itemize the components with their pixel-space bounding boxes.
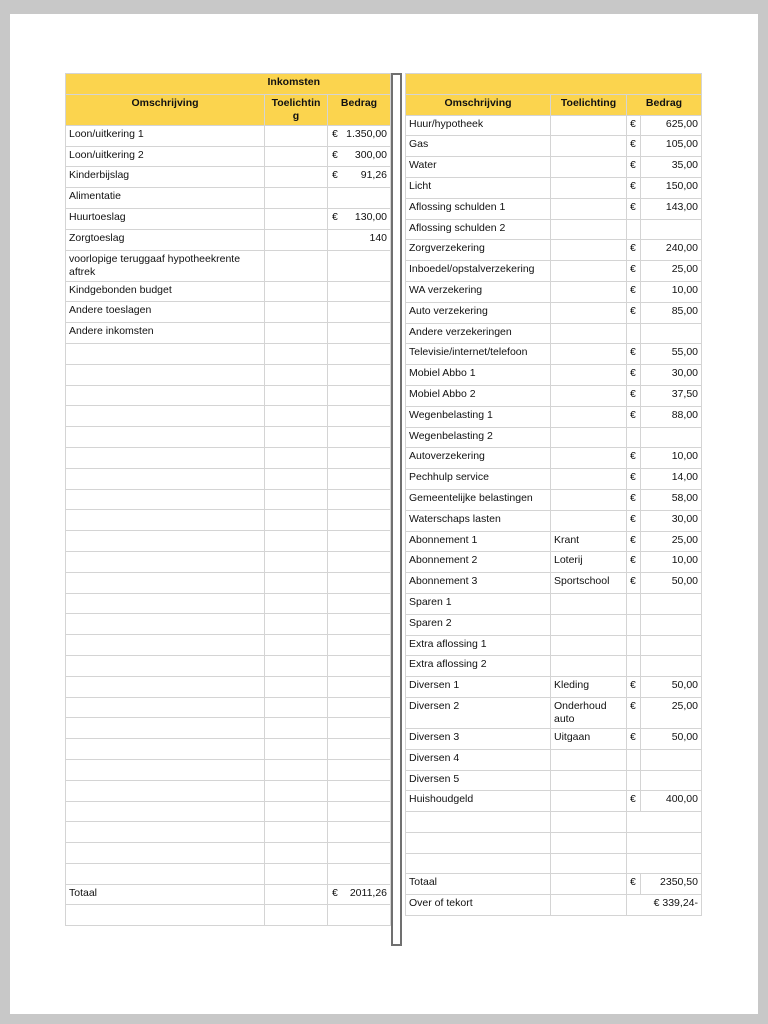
income-toelichting-cell[interactable] (265, 146, 328, 167)
expense-toelichting-cell[interactable] (551, 791, 627, 812)
euro-sign[interactable]: € (627, 791, 641, 812)
expense-bedrag-cell[interactable] (641, 614, 702, 635)
expense-toelichting-cell[interactable] (551, 427, 627, 448)
expense-bedrag-cell[interactable]: 150,00 (641, 177, 702, 198)
empty-cell[interactable] (265, 676, 328, 697)
euro-sign[interactable] (627, 593, 641, 614)
expense-omschrijving-cell[interactable]: Televisie/internet/telefoon (406, 344, 551, 365)
empty-cell[interactable] (406, 832, 551, 853)
empty-cell[interactable] (265, 718, 328, 739)
expense-bedrag-cell[interactable]: 88,00 (641, 406, 702, 427)
expense-omschrijving-cell[interactable]: Wegenbelasting 1 (406, 406, 551, 427)
empty-cell[interactable] (328, 385, 391, 406)
expense-toelichting-cell[interactable] (551, 593, 627, 614)
empty-cell[interactable] (265, 697, 328, 718)
expense-omschrijving-cell[interactable]: Zorgverzekering (406, 240, 551, 261)
empty-cell[interactable] (328, 801, 391, 822)
empty-cell[interactable] (66, 697, 265, 718)
empty-cell[interactable] (627, 853, 702, 874)
income-bedrag-cell[interactable] (328, 125, 391, 146)
empty-cell[interactable] (66, 905, 265, 926)
empty-cell[interactable] (265, 468, 328, 489)
expense-bedrag-cell[interactable]: 30,00 (641, 510, 702, 531)
euro-sign[interactable]: € (627, 510, 641, 531)
income-toelichting-cell[interactable] (265, 167, 328, 188)
expense-toelichting-cell[interactable] (551, 240, 627, 261)
expense-omschrijving-cell[interactable]: Aflossing schulden 1 (406, 198, 551, 219)
expense-toelichting-cell[interactable] (551, 656, 627, 677)
expense-omschrijving-cell[interactable]: Water (406, 157, 551, 178)
empty-cell[interactable] (265, 551, 328, 572)
expense-toelichting-cell[interactable] (551, 344, 627, 365)
empty-cell[interactable] (66, 447, 265, 468)
empty-cell[interactable] (328, 572, 391, 593)
income-omschrijving-cell[interactable]: Loon/uitkering 1 (66, 125, 265, 146)
empty-cell[interactable] (328, 697, 391, 718)
empty-cell[interactable] (551, 874, 627, 895)
euro-sign[interactable] (627, 635, 641, 656)
income-total-label[interactable]: Totaal (66, 884, 265, 905)
empty-cell[interactable] (328, 489, 391, 510)
expense-omschrijving-cell[interactable]: Diversen 2 (406, 697, 551, 728)
expense-bedrag-cell[interactable]: 85,00 (641, 302, 702, 323)
expense-omschrijving-cell[interactable]: Huur/hypotheek (406, 115, 551, 136)
euro-sign[interactable] (627, 749, 641, 770)
income-bedrag-value: 91,26 (360, 169, 388, 182)
expense-omschrijving-cell[interactable]: Andere verzekeringen (406, 323, 551, 344)
expense-toelichting-cell[interactable]: Sportschool (551, 573, 627, 594)
expense-omschrijving-cell[interactable]: Autoverzekering (406, 448, 551, 469)
empty-cell[interactable] (265, 427, 328, 448)
expense-bedrag-cell[interactable] (641, 427, 702, 448)
empty-cell[interactable] (66, 510, 265, 531)
empty-cell[interactable] (66, 718, 265, 739)
empty-cell[interactable] (265, 801, 328, 822)
expense-bedrag-cell[interactable] (641, 593, 702, 614)
expense-toelichting-cell[interactable] (551, 635, 627, 656)
income-title-cell[interactable] (66, 74, 265, 95)
empty-cell[interactable] (406, 812, 551, 833)
expense-omschrijving-cell[interactable]: Abonnement 1 (406, 531, 551, 552)
income-header-bedrag[interactable]: Bedrag (328, 94, 391, 125)
empty-cell[interactable] (265, 884, 328, 905)
euro-sign[interactable]: € (627, 281, 641, 302)
empty-cell[interactable] (328, 676, 391, 697)
empty-cell[interactable] (66, 655, 265, 676)
euro-sign[interactable]: € (627, 115, 641, 136)
empty-cell[interactable] (265, 510, 328, 531)
expense-toelichting-cell[interactable]: Onderhoud auto (551, 697, 627, 728)
expense-omschrijving-cell[interactable]: Diversen 5 (406, 770, 551, 791)
income-toelichting-cell[interactable] (265, 208, 328, 229)
empty-cell[interactable] (328, 822, 391, 843)
income-omschrijving-cell[interactable]: Alimentatie (66, 188, 265, 209)
expense-toelichting-cell[interactable]: Krant (551, 531, 627, 552)
empty-cell[interactable] (328, 531, 391, 552)
income-toelichting-cell[interactable] (265, 302, 328, 323)
expense-omschrijving-cell[interactable]: Huishoudgeld (406, 791, 551, 812)
empty-cell[interactable] (265, 780, 328, 801)
euro-sign[interactable]: € (627, 240, 641, 261)
empty-cell[interactable] (328, 905, 391, 926)
expense-omschrijving-cell[interactable]: Diversen 3 (406, 728, 551, 749)
empty-cell[interactable] (265, 406, 328, 427)
balance-label[interactable]: Over of tekort (406, 895, 551, 916)
income-omschrijving-cell[interactable]: Huurtoeslag (66, 208, 265, 229)
expense-omschrijving-cell[interactable]: Licht (406, 177, 551, 198)
empty-cell[interactable] (66, 406, 265, 427)
expense-toelichting-cell[interactable] (551, 323, 627, 344)
expense-omschrijving-cell[interactable]: Extra aflossing 1 (406, 635, 551, 656)
empty-cell[interactable] (328, 780, 391, 801)
empty-cell[interactable] (328, 510, 391, 531)
empty-cell[interactable] (328, 551, 391, 572)
empty-cell[interactable] (551, 812, 627, 833)
expense-bedrag-cell[interactable]: 10,00 (641, 552, 702, 573)
euro-sign[interactable]: € (627, 677, 641, 698)
expense-omschrijving-cell[interactable]: Gemeentelijke belastingen (406, 489, 551, 510)
income-bedrag-cell[interactable] (328, 188, 391, 209)
empty-cell[interactable] (66, 676, 265, 697)
euro-sign: € (332, 148, 338, 161)
expense-omschrijving-cell[interactable]: Diversen 1 (406, 677, 551, 698)
empty-cell[interactable] (66, 427, 265, 448)
empty-cell[interactable] (328, 468, 391, 489)
income-omschrijving-cell[interactable]: Loon/uitkering 2 (66, 146, 265, 167)
empty-cell[interactable] (265, 655, 328, 676)
expense-omschrijving-cell[interactable]: Mobiel Abbo 2 (406, 385, 551, 406)
euro-sign[interactable]: € (627, 531, 641, 552)
empty-cell[interactable] (627, 832, 702, 853)
empty-cell[interactable] (265, 489, 328, 510)
expense-omschrijving-cell[interactable]: Auto verzekering (406, 302, 551, 323)
empty-cell[interactable] (328, 614, 391, 635)
expense-bedrag-cell[interactable]: 50,00 (641, 728, 702, 749)
income-bedrag-cell[interactable] (328, 250, 391, 281)
empty-cell[interactable] (265, 843, 328, 864)
empty-cell[interactable] (66, 801, 265, 822)
euro-sign[interactable] (627, 614, 641, 635)
empty-cell[interactable] (328, 635, 391, 656)
expense-omschrijving-cell[interactable]: Pechhulp service (406, 469, 551, 490)
euro-sign[interactable]: € (627, 302, 641, 323)
empty-cell[interactable] (66, 822, 265, 843)
euro-sign[interactable]: € (627, 552, 641, 573)
income-total-value: 2011,26 (349, 886, 388, 899)
expense-toelichting-cell[interactable] (551, 510, 627, 531)
expense-bedrag-cell[interactable]: 50,00 (641, 677, 702, 698)
income-header-toelichting[interactable]: Toelichtin g (265, 94, 328, 125)
expense-toelichting-cell[interactable] (551, 406, 627, 427)
empty-cell[interactable] (66, 364, 265, 385)
empty-cell[interactable] (265, 531, 328, 552)
empty-cell[interactable] (66, 572, 265, 593)
expense-toelichting-cell[interactable] (551, 770, 627, 791)
expense-omschrijving-cell[interactable]: Inboedel/opstalverzekering (406, 261, 551, 282)
euro-sign[interactable]: € (627, 697, 641, 728)
euro-sign[interactable]: € (627, 385, 641, 406)
expense-bedrag-cell[interactable]: 105,00 (641, 136, 702, 157)
income-omschrijving-cell[interactable]: Kindgebonden budget (66, 281, 265, 302)
expense-toelichting-cell[interactable] (551, 448, 627, 469)
expense-bedrag-cell[interactable]: 35,00 (641, 157, 702, 178)
income-bedrag-cell[interactable] (328, 323, 391, 344)
empty-cell[interactable] (66, 780, 265, 801)
expense-bedrag-cell[interactable]: 37,50 (641, 385, 702, 406)
euro-sign[interactable]: € (627, 469, 641, 490)
empty-cell[interactable] (328, 759, 391, 780)
expense-omschrijving-cell[interactable]: Extra aflossing 2 (406, 656, 551, 677)
income-table (65, 73, 391, 926)
expense-omschrijving-cell[interactable]: Sparen 2 (406, 614, 551, 635)
empty-cell[interactable] (406, 853, 551, 874)
empty-cell[interactable] (328, 364, 391, 385)
expense-toelichting-cell[interactable] (551, 385, 627, 406)
euro-sign[interactable]: € (627, 177, 641, 198)
empty-cell[interactable] (328, 863, 391, 884)
expense-bedrag-cell[interactable]: 25,00 (641, 531, 702, 552)
expense-toelichting-cell[interactable] (551, 219, 627, 240)
expense-bedrag-cell[interactable]: 25,00 (641, 261, 702, 282)
expenses-title-cell[interactable] (406, 74, 702, 95)
expense-bedrag-cell[interactable]: 143,00 (641, 198, 702, 219)
column-separator (391, 73, 402, 946)
expense-omschrijving-cell[interactable]: Abonnement 3 (406, 573, 551, 594)
empty-cell[interactable] (66, 843, 265, 864)
empty-cell[interactable] (328, 739, 391, 760)
expense-bedrag-cell[interactable] (641, 656, 702, 677)
expenses-header-bedrag[interactable]: Bedrag (627, 94, 702, 115)
euro-sign: € (332, 210, 338, 223)
empty-cell[interactable] (66, 635, 265, 656)
expense-toelichting-cell[interactable] (551, 198, 627, 219)
euro-sign[interactable]: € (627, 136, 641, 157)
expenses-header-toelichting[interactable]: Toelichting (551, 94, 627, 115)
income-bedrag-cell[interactable] (328, 208, 391, 229)
expense-omschrijving-cell[interactable]: Wegenbelasting 2 (406, 427, 551, 448)
euro-sign[interactable]: € (627, 573, 641, 594)
euro-sign[interactable] (627, 323, 641, 344)
expense-bedrag-cell[interactable]: 10,00 (641, 281, 702, 302)
income-bedrag-cell[interactable] (328, 229, 391, 250)
expense-toelichting-cell[interactable] (551, 469, 627, 490)
empty-cell[interactable] (66, 759, 265, 780)
expense-bedrag-cell[interactable] (641, 749, 702, 770)
expense-omschrijving-cell[interactable]: Diversen 4 (406, 749, 551, 770)
empty-cell[interactable] (265, 593, 328, 614)
euro-sign: € (332, 886, 338, 899)
empty-cell[interactable] (66, 343, 265, 364)
expense-bedrag-cell[interactable]: 25,00 (641, 697, 702, 728)
expense-toelichting-cell[interactable] (551, 302, 627, 323)
empty-cell[interactable] (328, 655, 391, 676)
empty-cell[interactable] (328, 447, 391, 468)
euro-sign[interactable]: € (627, 365, 641, 386)
empty-cell[interactable] (66, 551, 265, 572)
expenses-total-value[interactable]: 2350,50 (641, 874, 702, 895)
expense-bedrag-cell[interactable]: 625,00 (641, 115, 702, 136)
expense-toelichting-cell[interactable]: Uitgaan (551, 728, 627, 749)
expense-bedrag-cell[interactable]: 58,00 (641, 489, 702, 510)
empty-cell[interactable] (265, 385, 328, 406)
income-bedrag-value: 300,00 (354, 148, 388, 161)
euro-sign[interactable]: € (627, 198, 641, 219)
euro-sign: € (332, 169, 338, 182)
euro-sign[interactable]: € (627, 874, 641, 895)
income-bedrag-value: 130,00 (354, 210, 388, 223)
empty-cell[interactable] (328, 406, 391, 427)
empty-cell[interactable] (66, 863, 265, 884)
expense-toelichting-cell[interactable] (551, 136, 627, 157)
euro-sign[interactable] (627, 427, 641, 448)
income-toelichting-cell[interactable] (265, 125, 328, 146)
expense-toelichting-cell[interactable] (551, 177, 627, 198)
expense-bedrag-cell[interactable]: 30,00 (641, 365, 702, 386)
expense-omschrijving-cell[interactable]: Aflossing schulden 2 (406, 219, 551, 240)
expense-omschrijving-cell[interactable]: Gas (406, 136, 551, 157)
income-bedrag-cell[interactable] (328, 281, 391, 302)
euro-sign[interactable] (627, 219, 641, 240)
income-bedrag-cell[interactable] (328, 146, 391, 167)
expense-toelichting-cell[interactable] (551, 157, 627, 178)
euro-sign[interactable] (627, 770, 641, 791)
empty-cell[interactable] (328, 343, 391, 364)
euro-sign[interactable]: € (627, 261, 641, 282)
expense-toelichting-cell[interactable] (551, 614, 627, 635)
empty-cell[interactable] (66, 468, 265, 489)
euro-sign[interactable]: € (627, 157, 641, 178)
empty-cell[interactable] (265, 739, 328, 760)
expense-omschrijving-cell[interactable]: Mobiel Abbo 1 (406, 365, 551, 386)
income-toelichting-cell[interactable] (265, 250, 328, 281)
expense-omschrijving-cell[interactable]: Sparen 1 (406, 593, 551, 614)
income-omschrijving-cell[interactable]: Zorgtoeslag (66, 229, 265, 250)
euro-sign[interactable]: € (627, 448, 641, 469)
income-bedrag-cell[interactable] (328, 167, 391, 188)
expense-bedrag-cell[interactable]: 14,00 (641, 469, 702, 490)
euro-sign: € (332, 127, 338, 140)
expense-bedrag-cell[interactable] (641, 323, 702, 344)
euro-sign[interactable]: € (627, 728, 641, 749)
empty-cell[interactable] (627, 812, 702, 833)
expense-toelichting-cell[interactable] (551, 261, 627, 282)
expense-bedrag-cell[interactable]: 400,00 (641, 791, 702, 812)
expense-bedrag-cell[interactable]: 240,00 (641, 240, 702, 261)
income-toelichting-cell[interactable] (265, 323, 328, 344)
expense-bedrag-cell[interactable] (641, 770, 702, 791)
income-omschrijving-cell[interactable]: voorlopige teruggaaf hypotheekrente aftrek (66, 250, 265, 281)
income-toelichting-cell[interactable] (265, 281, 328, 302)
empty-cell[interactable] (265, 614, 328, 635)
balance-value[interactable]: € 339,24- (627, 895, 702, 916)
empty-cell[interactable] (265, 905, 328, 926)
empty-cell[interactable] (66, 614, 265, 635)
empty-cell[interactable] (66, 489, 265, 510)
expenses-table (405, 73, 702, 916)
income-header-omschrijving[interactable]: Omschrijving (66, 94, 265, 125)
expense-toelichting-cell[interactable] (551, 365, 627, 386)
empty-cell[interactable] (265, 863, 328, 884)
income-bedrag-value: 1.350,00 (346, 127, 388, 140)
expense-bedrag-cell[interactable]: 55,00 (641, 344, 702, 365)
empty-cell[interactable] (66, 385, 265, 406)
income-toelichting-cell[interactable] (265, 229, 328, 250)
expense-toelichting-cell[interactable]: Kleding (551, 677, 627, 698)
expense-omschrijving-cell[interactable]: WA verzekering (406, 281, 551, 302)
income-total-cell[interactable] (328, 884, 391, 905)
empty-cell[interactable] (328, 427, 391, 448)
expense-toelichting-cell[interactable] (551, 281, 627, 302)
expense-bedrag-cell[interactable] (641, 219, 702, 240)
empty-cell[interactable] (66, 593, 265, 614)
empty-cell[interactable] (265, 572, 328, 593)
income-omschrijving-cell[interactable]: Kinderbijslag (66, 167, 265, 188)
expense-toelichting-cell[interactable] (551, 115, 627, 136)
empty-cell[interactable] (265, 447, 328, 468)
empty-cell[interactable] (328, 718, 391, 739)
empty-cell[interactable] (265, 759, 328, 780)
empty-cell[interactable] (328, 593, 391, 614)
euro-sign[interactable] (627, 656, 641, 677)
empty-cell[interactable] (265, 343, 328, 364)
empty-cell[interactable] (551, 895, 627, 916)
income-omschrijving-cell[interactable]: Andere toeslagen (66, 302, 265, 323)
expense-toelichting-cell[interactable] (551, 749, 627, 770)
empty-cell[interactable] (551, 853, 627, 874)
expense-toelichting-cell[interactable]: Loterij (551, 552, 627, 573)
empty-cell[interactable] (66, 531, 265, 552)
empty-cell[interactable] (328, 843, 391, 864)
expense-omschrijving-cell[interactable]: Waterschaps lasten (406, 510, 551, 531)
euro-sign[interactable]: € (627, 406, 641, 427)
empty-cell[interactable] (265, 822, 328, 843)
income-bedrag-value: 140 (369, 231, 388, 244)
empty-cell[interactable] (66, 739, 265, 760)
income-title[interactable]: Inkomsten (265, 74, 391, 95)
income-omschrijving-cell[interactable]: Andere inkomsten (66, 323, 265, 344)
empty-cell[interactable] (265, 364, 328, 385)
income-toelichting-cell[interactable] (265, 188, 328, 209)
income-bedrag-cell[interactable] (328, 302, 391, 323)
expenses-total-label[interactable]: Totaal (406, 874, 551, 895)
expenses-header-omschrijving[interactable]: Omschrijving (406, 94, 551, 115)
expense-bedrag-cell[interactable] (641, 635, 702, 656)
expense-bedrag-cell[interactable]: 50,00 (641, 573, 702, 594)
expense-omschrijving-cell[interactable]: Abonnement 2 (406, 552, 551, 573)
expense-toelichting-cell[interactable] (551, 489, 627, 510)
euro-sign[interactable]: € (627, 344, 641, 365)
empty-cell[interactable] (551, 832, 627, 853)
euro-sign[interactable]: € (627, 489, 641, 510)
empty-cell[interactable] (265, 635, 328, 656)
expense-bedrag-cell[interactable]: 10,00 (641, 448, 702, 469)
